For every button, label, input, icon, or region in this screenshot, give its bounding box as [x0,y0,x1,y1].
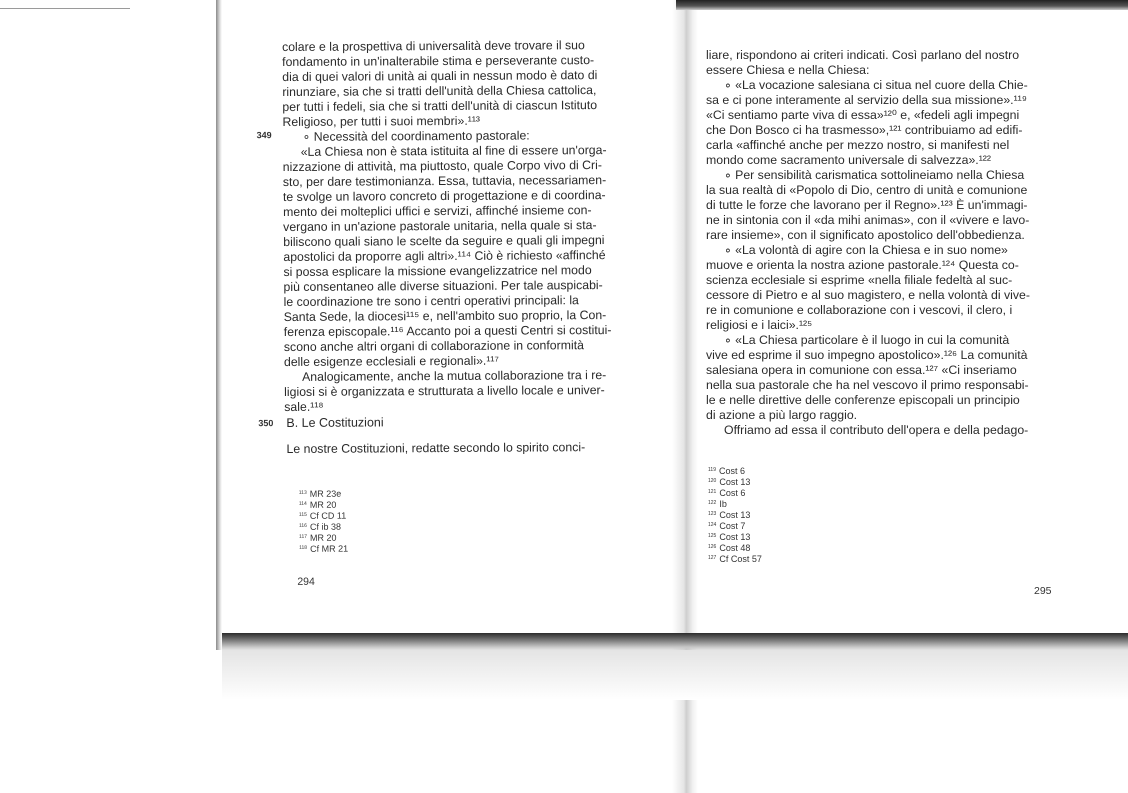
text-line: Santa Sede, la diocesi¹¹⁵ e, nell'ambito suo proprio, la Con- [283,308,607,324]
text-line: vergano in un'azione pastorale unitaria, nella quale si sta- [283,218,597,234]
footnote: $^{113}$ MR 23e [298,488,342,499]
text-line: «La Chiesa non è stata istituita al fine di essere un'orga- [300,143,607,159]
footnote: $^{127}$ Cf Cost 57 [708,554,762,564]
footnote: $^{116}$ Cf ib 38 [298,521,342,532]
left-page-edge [216,0,222,650]
text-line: muove e orienta la nostra azione pastorale.¹²⁴ Questa co- [706,258,1019,272]
text-line: re in comunione e collaborazione con i vescovi, il clero, i [706,303,1013,317]
footnote: $^{114}$ MR 20 [298,499,337,510]
text-line: carla «affinché anche per mezzo nostro, si manifesti nel [706,138,1010,152]
text-line: colare e la prospettiva di universalità deve trovare il suo [282,38,585,54]
text-line: scienza ecclesiale si esprime «nella filiale fedeltà al suc- [706,273,1013,287]
text-line: essere Chiesa e nella Chiesa: [706,63,870,77]
text-line: che Don Bosco ci ha trasmesso»,¹²¹ contribuiamo ad edifi- [706,123,1023,137]
text-line: salesiana opera in comunione con essa.¹²⁷ «Ci inseriamo [706,363,1017,377]
text-line: più consentaneo alle diverse situazioni. Per tale auspicabi- [283,278,603,294]
text-line: ∘ «La volontà di agire con la Chiesa e in suo nome» [724,243,1008,257]
text-line: rare insieme», con il significato apostolico dell'obbedienza. [706,228,1025,242]
text-line: ligiosi si è organizzata e strutturata a livello locale e univer- [284,383,605,399]
footnote: $^{124}$ Cost 7 [708,521,746,531]
margin-number: 350 [258,418,274,429]
left-page [256,38,652,588]
page-number: 294 [297,575,315,588]
text-line: religiosi e i laici».¹²⁵ [706,318,813,332]
footnote: $^{123}$ Cost 13 [708,510,751,520]
text-line: le coordinazione tre sono i centri operativi principali: la [283,293,579,309]
margin-number: 349 [256,130,272,141]
text-line: cessore di Pietro e al suo magistero, e nella volontà di vive- [706,288,1030,302]
top-edge-shadow [676,0,1128,10]
text-line: sale.¹¹⁸ [284,399,324,414]
bottom-gray-area [222,650,1128,700]
text-line: mondo come sacramento universale di salvezza».¹²² [706,153,992,167]
footnote: $^{118}$ Cf MR 21 [299,543,349,554]
footnote: $^{117}$ MR 20 [299,532,337,543]
footnote: $^{126}$ Cost 48 [708,543,751,553]
text-line: fondamento in un'inalterabile stima e perseverante custo- [282,53,595,69]
text-line: si possa esplicare la missione evangelizzatrice nel modo [283,263,592,279]
text-line: ∘ «La vocazione salesiana ci situa nel cuore della Chie- [724,78,1028,92]
text-line: te svolge un lavoro concreto di progettazione e di coordina- [282,188,606,204]
footnote: $^{119}$ Cost 6 [708,466,745,476]
top-edge-line [0,8,130,9]
text-line: delle esigenze ecclesiali e regionali».¹¹⁷ [283,353,499,369]
text-line: di tutte le forze che lavorano per il Regno».¹²³ È un'immagi- [706,198,1028,212]
text-line: sa e ci pone interamente al servizio della sua missione».¹¹⁹ [706,93,1028,107]
text-line: apostolici da proporre agli altri».¹¹⁴ Ciò è richiesto «affinché [283,248,606,264]
text-line: nella sua pastorale che ha nel vescovo il primo responsabi- [706,378,1029,392]
footnote: $^{122}$ Ib [708,499,727,509]
text-line: liare, rispondono ai criteri indicati. Così parlano del nostro [706,48,1020,62]
text-line: vive ed esprime il suo impegno apostolico».¹²⁶ La comunità [706,348,1028,362]
text-line: scono anche altri organi di collaborazione in conformità [283,338,585,354]
text-line: «Ci sentiamo parte viva di essa»¹²⁰ e, «fedeli agli impegni [706,108,1020,122]
footnote: $^{125}$ Cost 13 [708,532,751,542]
section-heading: B. Le Costituzioni [286,415,384,430]
text-line: le e nelle direttive delle conferenze episcopali un principio [706,393,1020,407]
text-line: ∘ Per sensibilità carismatica sottolineiamo nella Chiesa [724,168,1025,182]
text-line: nizzazione di attività, ma piuttosto, quale Corpo vivo di Cri- [282,158,603,174]
footnote: $^{120}$ Cost 13 [708,477,751,487]
text-line: ∘ «La Chiesa particolare è il luogo in cui la comunità [724,333,1010,347]
text-line: Analogicamente, anche la mutua collaborazione tra i re- [302,368,607,384]
text-line: ∘ Necessità del coordinamento pastorale: [302,128,530,144]
text-line: Religioso, per tutti i suoi membri».¹¹³ [282,113,481,129]
page-number: 295 [1034,585,1052,597]
text-line: dia di quei valori di unità ai quali in nessun modo è dato di [282,68,598,84]
text-line: di azione a più largo raggio. [706,408,858,422]
text-line: mento dei molteplici uffici e servizi, affinché insieme con- [283,203,592,219]
text-line: ne in sintonia con il «da mihi animas», con il «vivere e lavo- [706,213,1030,227]
text-line: per tutti i fedeli, sia che si tratti dell'unità di ciascun Istituto [282,98,598,114]
footnote: $^{115}$ Cf CD 11 [298,510,347,521]
text-line: la sua realtà di «Popolo di Dio, centro di unità e comunione [706,183,1028,197]
footnote: $^{121}$ Cost 6 [708,488,746,498]
text-line: Le nostre Costituzioni, redatte secondo lo spirito conci- [286,440,586,456]
text-line: sto, per dare testimonianza. Essa, tuttavia, necessariamen- [282,173,607,189]
text-line: Offriamo ad essa il contributo dell'opera e della pedago- [724,423,1029,437]
text-line: ferenza episcopale.¹¹⁶ Accanto poi a questi Centri si costitui- [283,322,612,339]
text-line: rinunziare, sia che si tratti dell'unità della Chiesa cattolica, [282,83,597,99]
text-line: biliscono quali siano le scelte da seguire e quali gli impegni [283,233,605,249]
